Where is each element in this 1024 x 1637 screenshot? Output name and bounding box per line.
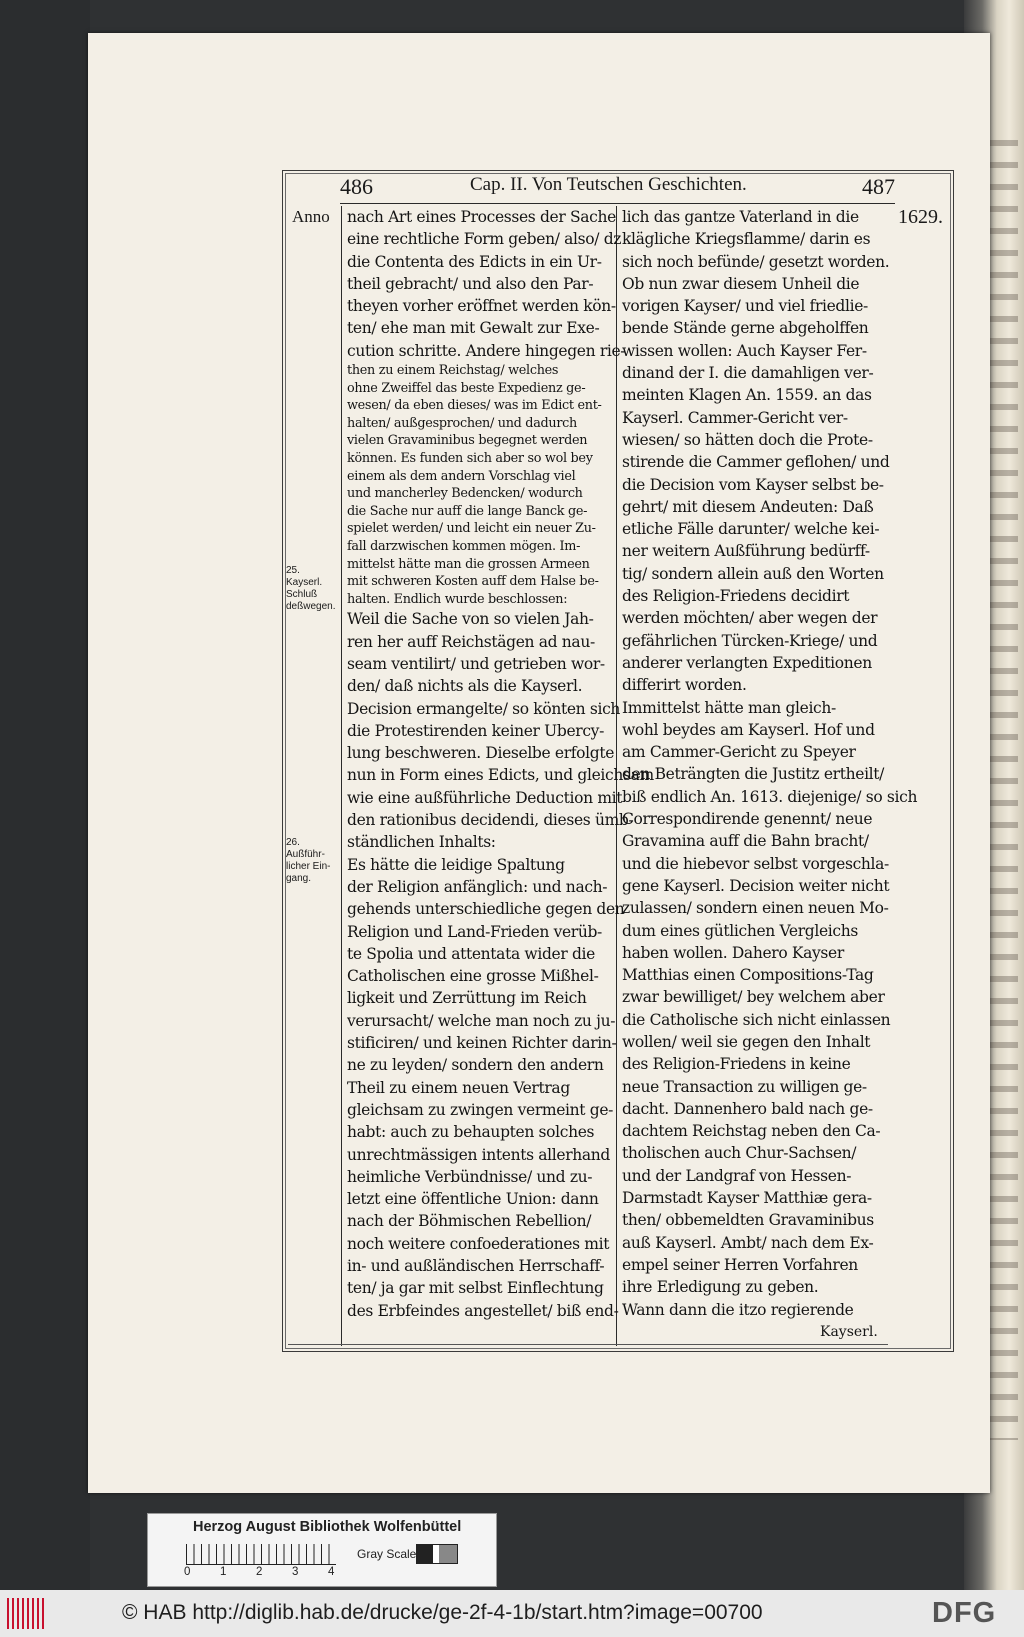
text-line: haben wollen. Dahero Kayser xyxy=(622,943,844,962)
text-line: then/ obbemeldten Gravaminibus xyxy=(622,1211,874,1230)
text-line: nach Art eines Processes der Sache xyxy=(347,208,616,226)
text-line: stificiren/ und keinen Richter darin- xyxy=(347,1034,617,1053)
text-line: gehrt/ mit diesem Andeuten: Daß xyxy=(622,497,874,516)
text-line: mit schweren Kosten auff dem Halse be- xyxy=(347,574,599,590)
text-line: Ob nun zwar diesem Unheil die xyxy=(622,274,860,293)
gray-scale-label: Gray Scale xyxy=(357,1547,417,1561)
text-line: halten/ außgesprochen/ und dadurch xyxy=(347,415,577,431)
text-line: unrechtmässigen intents allerhand xyxy=(347,1145,611,1164)
text-line: theyen vorher eröffnet werden kön- xyxy=(347,297,616,316)
text-line: bende Stände gerne abgeholffen xyxy=(622,319,869,338)
text-line: sich noch befünde/ gesetzt worden. xyxy=(622,252,890,271)
text-line: Darmstadt Kayser Matthiæ gera- xyxy=(622,1189,872,1208)
text-line: eine rechtliche Form geben/ also/ dz xyxy=(347,230,622,249)
text-line: gleichsam zu zwingen vermeint ge- xyxy=(347,1100,614,1119)
text-line: können. Es funden sich aber so wol bey xyxy=(347,451,593,467)
bottom-rule xyxy=(288,1344,888,1345)
text-line: die Decision vom Kayser selbst be- xyxy=(622,475,884,494)
text-line: Gravamina auff die Bahn bracht/ xyxy=(622,832,869,851)
text-line: dachtem Reichstag neben den Ca- xyxy=(622,1122,881,1141)
text-line: vorigen Kayser/ und viel friedlie- xyxy=(622,297,868,316)
text-line: und die hiebevor selbst vorgeschla- xyxy=(622,854,889,873)
text-line: tholischen auch Chur-Sachsen/ xyxy=(622,1144,857,1163)
text-line: Religion und Land-Frieden verüb- xyxy=(347,922,602,941)
page-number-right: 487 xyxy=(862,174,895,199)
text-line: klägliche Kriegsflamme/ darin es xyxy=(622,230,871,249)
text-line: ner weitern Außführung bedürff- xyxy=(622,542,870,561)
text-line: Matthias einen Compositions-Tag xyxy=(622,966,874,985)
text-line: Immittelst hätte man gleich- xyxy=(622,698,836,717)
text-line: etliche Fälle darunter/ welche kei- xyxy=(622,520,880,539)
text-line: empel seiner Herren Vorfahren xyxy=(622,1255,858,1274)
text-line: Kayserl. Cammer-Gericht ver- xyxy=(622,408,848,427)
text-line: Correspondirende genennt/ neue xyxy=(622,810,873,829)
text-line: den/ daß nichts als die Kayserl. xyxy=(347,677,583,696)
text-line: nach der Böhmischen Rebellion/ xyxy=(347,1212,592,1231)
text-line: wohl beydes am Kayserl. Hof und xyxy=(622,720,875,739)
text-line: wollen/ weil sie gegen den Inhalt xyxy=(622,1032,871,1051)
text-line: gene Kayserl. Decision weiter nicht xyxy=(622,876,890,895)
text-line: Catholischen eine grosse Mißhel- xyxy=(347,967,599,986)
footer-bar xyxy=(0,1590,1024,1637)
spine-text xyxy=(988,140,1018,1440)
text-line: dacht. Dannenhero bald nach ge- xyxy=(622,1099,873,1118)
text-line: meinten Klagen An. 1559. an das xyxy=(622,386,872,405)
hab-logo-icon xyxy=(7,1598,45,1629)
ruler-tick-label: 0 xyxy=(184,1566,191,1578)
text-line: fall darzwischen kommen mögen. Im- xyxy=(347,539,581,555)
text-line: werden möchten/ aber wegen der xyxy=(622,609,878,628)
text-line: dum eines gütlichen Vergleichs xyxy=(622,921,858,940)
text-line: am Cammer-Gericht zu Speyer xyxy=(622,743,856,762)
text-line: den Beträngten die Justitz ertheilt/ xyxy=(622,765,885,784)
text-line: ligkeit und Zerrüttung im Reich xyxy=(347,989,587,1008)
text-line: des Erbfeindes angestellet/ biß end- xyxy=(347,1301,619,1320)
text-line: wissen wollen: Auch Kayser Fer- xyxy=(622,341,867,360)
text-line: verursacht/ welche man noch zu ju- xyxy=(347,1011,616,1030)
gray-scale-patch xyxy=(416,1544,458,1564)
text-line: vielen Gravaminibus begegnet werden xyxy=(347,433,588,449)
text-line: zulassen/ sondern einen neuen Mo- xyxy=(622,899,889,918)
text-line: stirende die Cammer geflohen/ und xyxy=(622,453,890,472)
scanner-background xyxy=(0,0,90,1590)
text-line: Es hätte die leidige Spaltung xyxy=(347,855,565,874)
page-number-left: 486 xyxy=(340,174,373,199)
text-line: theil gebracht/ und also den Par- xyxy=(347,274,594,293)
text-line: Weil die Sache von so vielen Jah- xyxy=(347,610,594,629)
text-line: anderer verlangten Expeditionen xyxy=(622,653,872,672)
text-line: einem als dem andern Vorschlag viel xyxy=(347,468,576,484)
text-line: gehends unterschiedliche gegen den xyxy=(347,900,625,919)
text-line: noch weitere confoederationes mit xyxy=(347,1234,610,1253)
text-line: Theil zu einem neuen Vertrag xyxy=(347,1078,570,1097)
text-line: ihre Erledigung zu geben. xyxy=(622,1278,819,1297)
text-line: seam ventilirt/ und getrieben wor- xyxy=(347,654,605,673)
left-text-column xyxy=(347,206,654,1322)
text-line: Wann dann die itzo regierende xyxy=(622,1300,854,1319)
ruler-scale xyxy=(186,1544,336,1565)
text-line: wesen/ da eben dieses/ was im Edict ent- xyxy=(347,398,602,414)
text-line: ständlichen Inhalts: xyxy=(347,833,496,852)
text-line: mittelst hätte man die grossen Armeen xyxy=(347,556,590,572)
text-line: te Spolia und attentata wider die xyxy=(347,944,595,963)
text-line: letzt eine öffentliche Union: dann xyxy=(347,1190,599,1209)
text-line: cution schritte. Andere hingegen rie- xyxy=(347,341,626,360)
text-line: ne zu leyden/ sondern den andern xyxy=(347,1056,604,1075)
ruler-tick-label: 3 xyxy=(292,1566,299,1578)
text-line: der Religion anfänglich: und nach- xyxy=(347,877,608,896)
library-name: Herzog August Bibliothek Wolfenbüttel xyxy=(193,1519,462,1535)
text-line: auß Kayserl. Ambt/ nach dem Ex- xyxy=(622,1233,874,1252)
text-line: dinand der I. die damahligen ver- xyxy=(622,364,874,383)
catchword: Kayserl. xyxy=(820,1324,878,1340)
ruler-tick-label: 1 xyxy=(220,1566,227,1578)
text-line: den rationibus decidendi, dieses ümb- xyxy=(347,811,634,830)
running-head-title: Cap. II. Von Teutschen Geschichten. xyxy=(470,174,747,195)
text-line: spielet werden/ und leicht ein neuer Zu- xyxy=(347,521,596,537)
text-line: die Sache nur auff die lange Banck ge- xyxy=(347,503,588,519)
text-line: gefährlichen Türcken-Kriege/ und xyxy=(622,631,878,650)
text-line: des Religion-Friedens decidirt xyxy=(622,587,850,606)
text-line: und der Landgraf von Hessen- xyxy=(622,1166,852,1185)
text-line: ten/ ja gar mit selbst Einflechtung xyxy=(347,1279,604,1298)
text-line: wiesen/ so hätten doch die Prote- xyxy=(622,430,873,449)
text-line: lung beschweren. Dieselbe erfolgte xyxy=(347,744,615,763)
margin-anno: Anno xyxy=(292,207,330,226)
scale-card xyxy=(147,1513,497,1587)
text-line: Decision ermangelte/ so könten sich xyxy=(347,699,621,718)
text-line: halten. Endlich wurde beschlossen: xyxy=(347,591,568,607)
text-line: lich das gantze Vaterland in die xyxy=(622,208,859,226)
text-line: tig/ sondern allein auß den Worten xyxy=(622,564,884,583)
margin-note-25: 25. Kayserl. Schluß deßwegen. xyxy=(286,565,336,612)
ruler-tick-label: 2 xyxy=(256,1566,263,1578)
text-line: habt: auch zu behaupten solches xyxy=(347,1123,595,1142)
margin-year: 1629. xyxy=(898,206,943,228)
text-line: differirt worden. xyxy=(622,676,747,695)
margin-column xyxy=(283,206,342,1346)
text-line: ohne Zweiffel das beste Expedienz ge- xyxy=(347,380,586,396)
text-line: neue Transaction zu willigen ge- xyxy=(622,1077,867,1096)
text-line: zwar bewilliget/ bey welchem aber xyxy=(622,988,885,1007)
text-line: wie eine außführliche Deduction mit xyxy=(347,788,623,807)
margin-note-26: 26. Außführ- licher Ein- gang. xyxy=(286,837,331,884)
text-line: ren her auff Reichstägen ad nau- xyxy=(347,632,595,651)
ruler-tick-label: 4 xyxy=(328,1566,335,1578)
text-line: biß endlich An. 1613. diejenige/ so sich xyxy=(622,787,918,806)
text-line: die Protestirenden keiner Ubercy- xyxy=(347,721,604,740)
running-header xyxy=(340,170,895,204)
text-line: des Religion-Friedens in keine xyxy=(622,1055,851,1074)
dfg-logo: DFG xyxy=(932,1597,997,1629)
right-text-column xyxy=(622,206,918,1321)
text-line: ten/ ehe man mit Gewalt zur Exe- xyxy=(347,319,600,338)
text-line: nun in Form eines Edicts, und gleichsam xyxy=(347,766,654,785)
text-line: in- und außländischen Herrschaff- xyxy=(347,1257,605,1275)
text-line: heimliche Verbündnisse/ und zu- xyxy=(347,1167,593,1186)
source-url-link[interactable]: © HAB http://diglib.hab.de/drucke/ge-2f-4-1b/start.htm?image=00700 xyxy=(122,1601,763,1624)
text-line: die Contenta des Edicts in ein Ur- xyxy=(347,252,602,271)
text-line: die Catholische sich nicht einlassen xyxy=(622,1010,891,1029)
text-line: und mancherley Bedencken/ wodurch xyxy=(347,486,583,502)
text-line: then zu einem Reichstag/ welches xyxy=(347,363,559,379)
